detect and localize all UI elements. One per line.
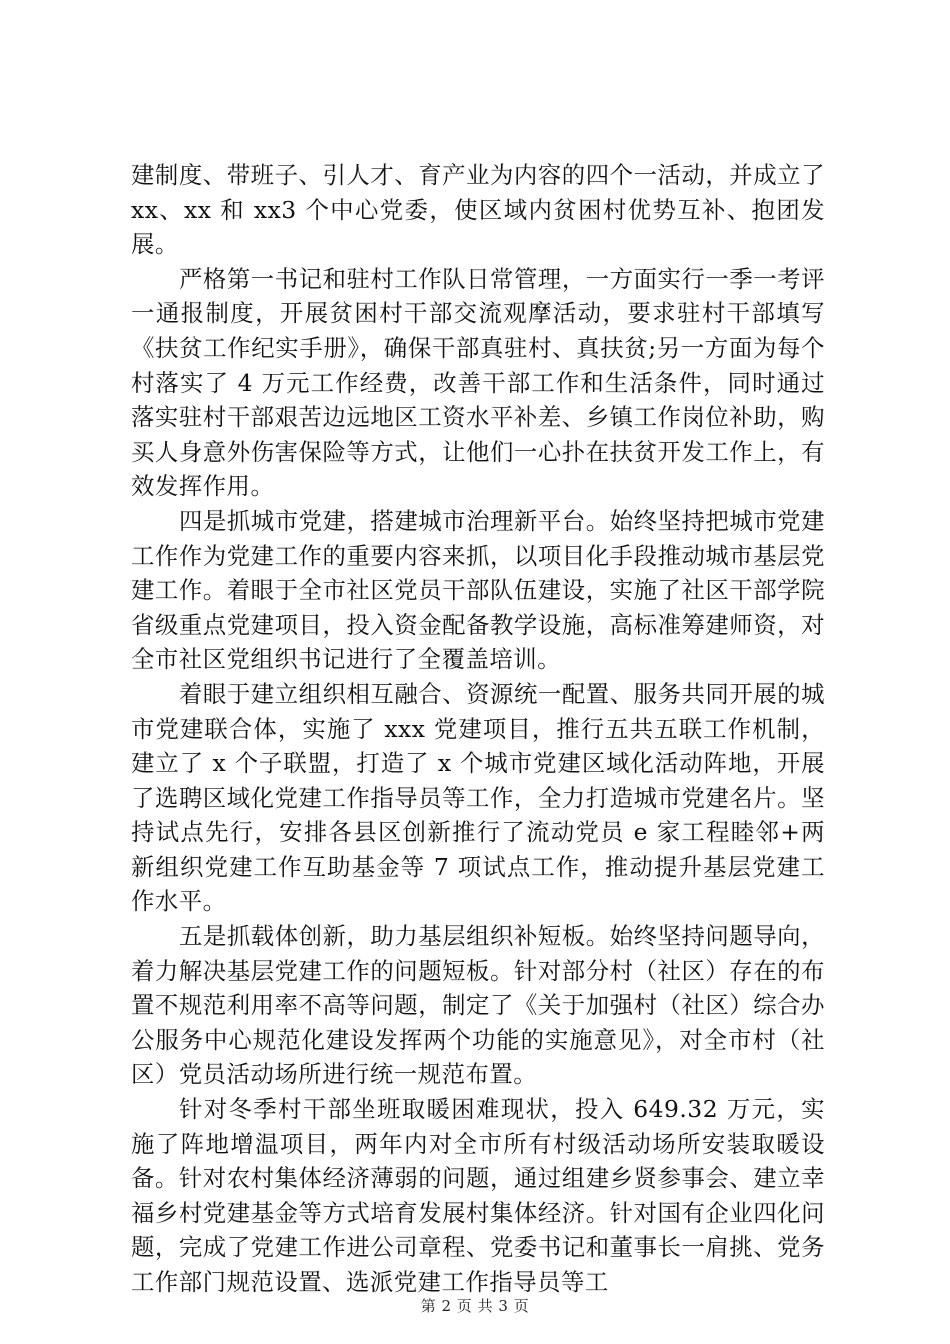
paragraph-continuation: 建制度、带班子、引人才、育产业为内容的四个一活动，并成立了 xx、xx 和 xx3 个中心党委，使区域内贫困村优势互补、抱团发展。	[131, 161, 825, 259]
paragraph-carrier-innovation: 五是抓载体创新，助力基层组织补短板。始终坚持问题导向，着力解决基层党建工作的问题短板。针对部分村（社区）存在的布置不规范利用率不高等问题，制定了《关于加强村（社区）综合办公服务中心规范化建设发挥两个功能的实施意见》，对全市村（社区）党员活动场所进行统一规范布置。	[131, 922, 825, 1089]
document-body	[131, 158, 825, 1300]
paragraph-first-secretary-management: 严格第一书记和驻村工作队日常管理，一方面实行一季一考评一通报制度，开展贫困村干部交流观摩活动，要求驻村干部填写《扶贫工作纪实手册》，确保干部真驻村、真扶贫;另一方面为每个村落实了 4 万元工作经费，改善干部工作和生活条件，同时通过落实驻村干部艰苦边远地区工资水平补差、乡镇工作岗位补助，购买人身意外伤害保险等方式，让他们一心扑在扶贫开发工作上，有效发挥作用。	[131, 264, 825, 501]
paragraph-winter-heating: 针对冬季村干部坐班取暖困难现状，投入 649.32 万元，实施了阵地增温项目，两年内对全市所有村级活动场所安装取暖设备。针对农村集体经济薄弱的问题，通过组建乡贤参事会、建立幸福乡村党建基金等方式培育发展村集体经济。针对国有企业四化问题，完成了党建工作进公司章程、党委书记和董事长一肩挑、党务工作部门规范设置、选派党建工作指导员等工	[131, 1095, 825, 1296]
paragraph-urban-alliance: 着眼于建立组织相互融合、资源统一配置、服务共同开展的城市党建联合体，实施了 xxx 党建项目，推行五共五联工作机制，建立了 x 个子联盟，打造了 x 个城市党建区域化活动阵地，开展了选聘区域化党建工作指导员等工作，全力打造城市党建名片。坚持试点先行，安排各县区创新推行了流动党员 e 家工程睦邻+两新组织党建工作互助基金等 7 项试点工作，推动提升基层党建工作水平。	[131, 679, 825, 916]
page-number-footer: 第 2 页 共 3 页	[420, 1297, 530, 1315]
paragraph-urban-party-building: 四是抓城市党建，搭建城市治理新平台。始终坚持把城市党建工作作为党建工作的重要内容来抓，以项目化手段推动城市基层党建工作。着眼于全市社区党员干部队伍建设，实施了社区干部学院省级重点党建项目，投入资金配备教学设施，高标准筹建师资，对全市社区党组织书记进行了全覆盖培训。	[131, 506, 825, 674]
